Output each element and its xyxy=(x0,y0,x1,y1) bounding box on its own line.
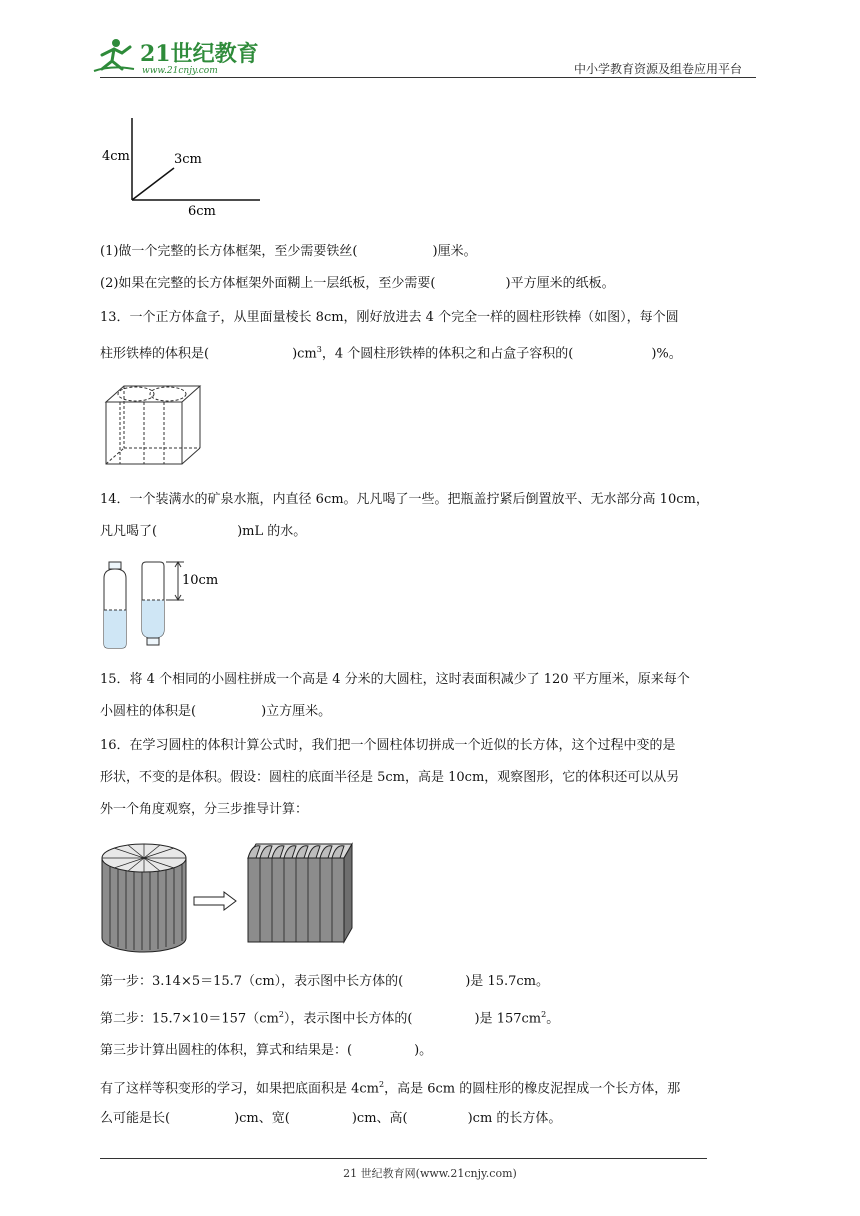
q16-extension-line2: 么可能是长( )cm、宽( )cm、高( )cm 的长方体。 xyxy=(100,1111,562,1126)
q16-line2: 形状，不变的是体积。假设：圆柱的底面半径是 5cm，高是 10cm，观察图形，它的体积还可以从另 xyxy=(100,770,680,785)
q13-line2: 柱形铁棒的体积是( )$cm^3$，4 个圆柱形铁棒的体积之和占盒子容积的( )%。 xyxy=(100,345,682,362)
upright-bottle xyxy=(104,562,126,648)
inverted-bottle xyxy=(142,562,164,645)
q12-part2: (2)如果在完整的长方体框架外面糊上一层纸板，至少需要( )平方厘米的纸板。 xyxy=(100,276,615,291)
height-label: 4cm xyxy=(102,149,130,164)
cuboid-edge-figure xyxy=(100,112,270,222)
logo-url: www.21cnjy.com xyxy=(142,66,218,76)
q13-line1: 13．一个正方体盒子，从里面量棱长 8cm，刚好放进去 4 个完全一样的圆柱形铁棒（如图），每个圆 xyxy=(100,310,679,325)
q16-step1: 第一步：3.14×5＝15.7（cm），表示图中长方体的( )是 15.7cm。 xyxy=(100,974,549,989)
q16-step2: 第二步：$15.7\times 10=157(cm^2)$，表示图中长方体的( )是 $157cm^2$。 xyxy=(100,1010,560,1027)
q14-line1: 14．一个装满水的矿泉水瓶，内直径 6cm。凡凡喝了一些。把瓶盖拧紧后倒置放平、无水部分高 10cm， xyxy=(100,492,709,507)
footer-divider xyxy=(100,1158,707,1159)
cube-cylinders-figure xyxy=(100,380,210,472)
platform-name: 中小学教育资源及组卷应用平台 xyxy=(574,62,743,76)
q16-step3: 第三步计算出圆柱的体积，算式和结果是：( )。 xyxy=(100,1043,433,1058)
logo-text: 21世纪教育 xyxy=(140,41,259,67)
footer-text: 21 世纪教育网(www.21cnjy.com) xyxy=(343,1167,517,1180)
cylinder-to-cuboid-figure xyxy=(98,838,354,956)
q15-line1: 15．将 4 个相同的小圆柱拼成一个高是 4 分米的大圆柱，这时表面积减少了 120 平方厘米，原来每个 xyxy=(100,672,690,687)
q15-line2: 小圆柱的体积是( )立方厘米。 xyxy=(100,704,332,719)
q16-line3: 外一个角度观察，分三步推导计算： xyxy=(100,802,309,817)
q14-line2: 凡凡喝了( )mL 的水。 xyxy=(100,524,307,539)
width-label: 3cm xyxy=(174,152,202,167)
sliced-cylinder xyxy=(102,844,186,952)
q16-extension-line1: 有了这样等积变形的学习，如果把底面积是 $4cm^2$，高是 6cm 的圆柱形的橡皮泥捏成一个长方体，那 xyxy=(100,1080,681,1097)
approximate-cuboid xyxy=(248,844,352,942)
q12-part1: (1)做一个完整的长方体框架，至少需要铁丝( )厘米。 xyxy=(100,244,477,259)
q16-line1: 16．在学习圆柱的体积计算公式时，我们把一个圆柱体切拼成一个近似的长方体，这个过程中变的是 xyxy=(100,738,676,753)
length-label: 6cm xyxy=(188,204,216,219)
header-divider xyxy=(100,77,756,78)
site-logo xyxy=(92,35,262,79)
runner-icon xyxy=(94,39,134,71)
height-10cm-label: 10cm xyxy=(182,573,219,588)
arrow-right-icon xyxy=(194,892,236,910)
water-bottles-figure xyxy=(100,560,230,650)
